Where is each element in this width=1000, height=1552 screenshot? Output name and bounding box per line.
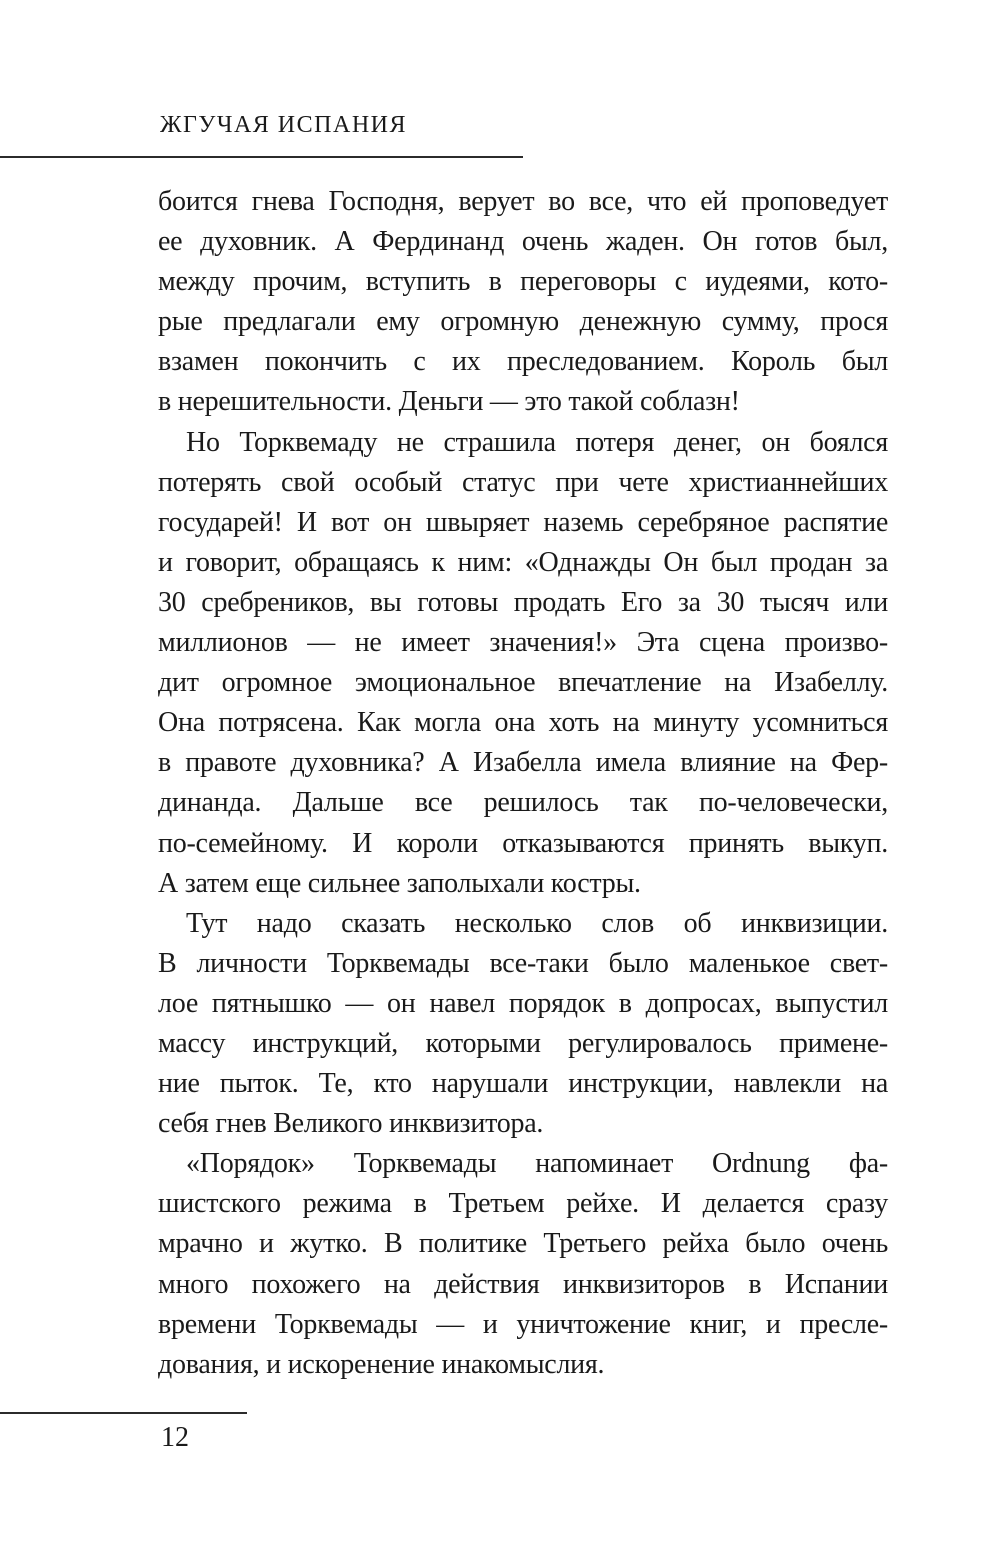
text-line: потерять свой особый статус при чете христианнейших <box>158 466 888 498</box>
header-rule <box>0 156 523 158</box>
text-line: дования, и искоренение инакомыслия. <box>158 1348 605 1380</box>
text-line: между прочим, вступить в переговоры с иудеями, кото- <box>158 266 888 298</box>
text-line: 30 сребреников, вы готовы продать Его за 30 тысяч или <box>158 586 888 618</box>
text-line: Но Торквемаду не страшила потеря денег, он боялся <box>186 426 888 458</box>
paragraph <box>158 1144 888 1385</box>
text-line: мрачно и жутко. В политике Третьего рейха было очень <box>158 1228 888 1260</box>
text-line: взамен покончить с их преследованием. Король был <box>158 346 888 378</box>
footer-rule <box>0 1412 247 1414</box>
text-line: А затем еще сильнее заполыхали костры. <box>158 867 641 899</box>
text-line: лое пятнышко — он навел порядок в допросах, выпустил <box>158 987 888 1019</box>
text-line: государей! И вот он швыряет наземь серебряное распятие <box>158 506 888 538</box>
text-line: В личности Торквемады все-таки было маленькое свет- <box>158 947 888 979</box>
text-line: шистского режима в Третьем рейхе. И делается сразу <box>158 1188 888 1220</box>
text-line: ее духовник. А Фердинанд очень жаден. Он готов был, <box>158 226 888 258</box>
paragraph <box>158 423 888 904</box>
text-line: «Порядок» Торквемады напоминает Ordnung фа- <box>186 1148 888 1180</box>
text-line: рые предлагали ему огромную денежную сумму, прося <box>158 306 888 338</box>
text-line: Тут надо сказать несколько слов об инквизиции. <box>186 907 888 939</box>
text-line: в нерешительности. Деньги — это такой соблазн! <box>158 386 740 418</box>
paragraph <box>158 904 888 1145</box>
text-line: миллионов — не имеет значения!» Эта сцена произво- <box>158 627 888 659</box>
text-line: и говорит, обращаясь к ним: «Однажды Он был продан за <box>158 546 888 578</box>
text-line: дит огромное эмоциональное впечатление на Изабеллу. <box>158 667 888 699</box>
text-line: динанда. Дальше все решилось так по-человечески, <box>158 787 888 819</box>
text-line: массу инструкций, которыми регулировалось примене- <box>158 1027 888 1059</box>
page-number: 12 <box>161 1422 189 1453</box>
text-line: боится гнева Господня, верует во все, что ей проповедует <box>158 186 888 217</box>
text-line: времени Торквемады — и уничтожение книг, и пресле- <box>158 1308 888 1340</box>
text-line: по-семейному. И короли отказываются принять выкуп. <box>158 827 888 859</box>
text-line: Она потрясена. Как могла она хоть на минуту усомниться <box>158 707 888 739</box>
text-line: себя гнев Великого инквизитора. <box>158 1108 544 1140</box>
paragraph <box>158 182 888 423</box>
running-head-title: ЖГУЧАЯ ИСПАНИЯ <box>160 112 407 138</box>
text-block <box>158 182 888 1385</box>
text-line: в правоте духовника? А Изабелла имела влияние на Фер- <box>158 747 888 779</box>
text-line: много похожего на действия инквизиторов в Испании <box>158 1268 888 1300</box>
text-line: ние пыток. Те, кто нарушали инструкции, навлекли на <box>158 1068 888 1100</box>
